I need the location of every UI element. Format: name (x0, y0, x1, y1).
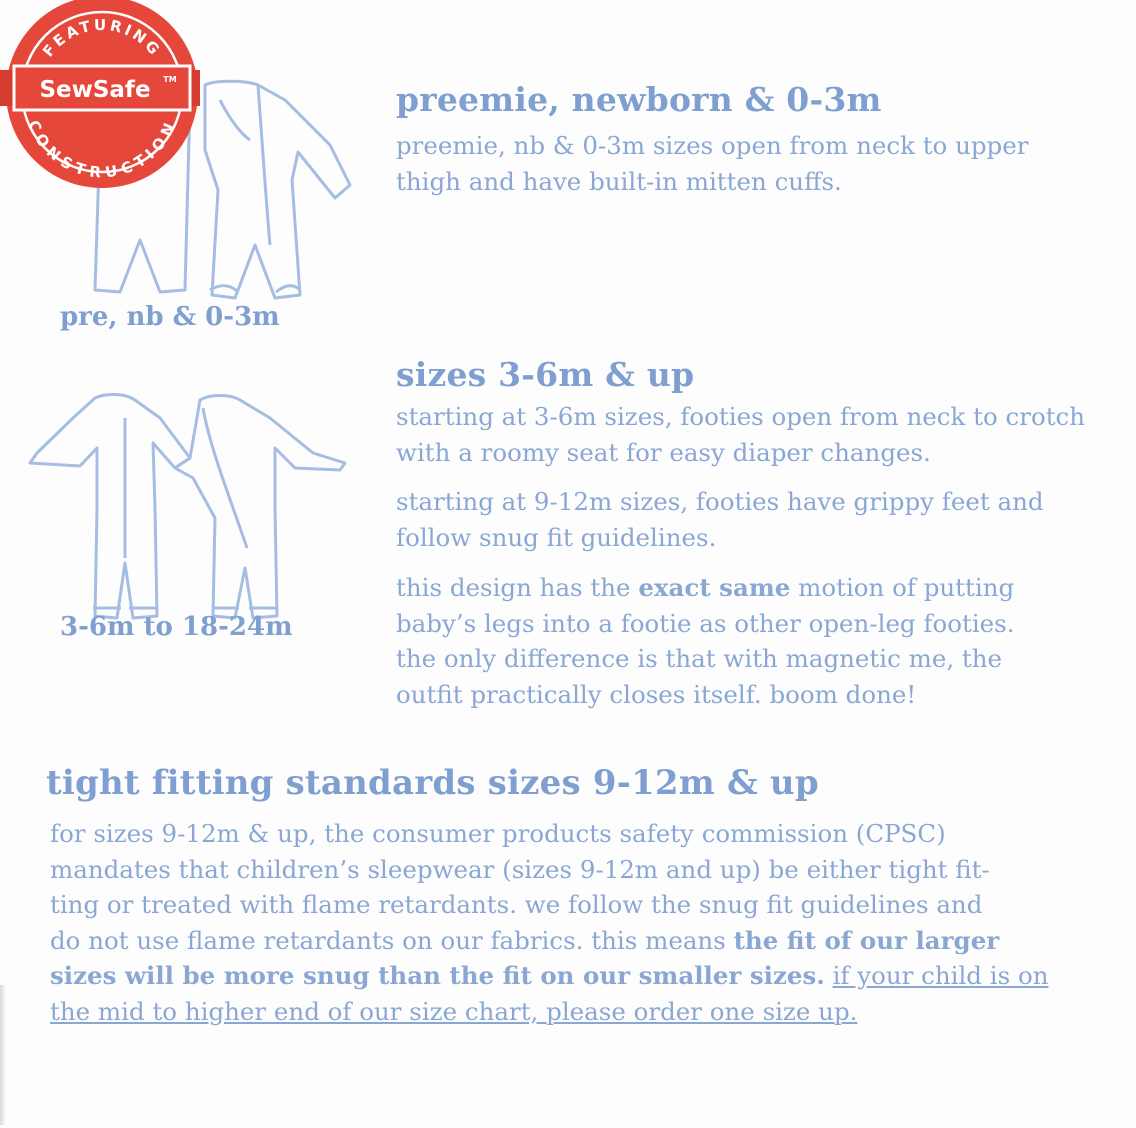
sewsafe-badge (0, 0, 200, 190)
tight-fitting-line (50, 958, 1120, 994)
tight-fitting-line (50, 923, 1120, 959)
text-run: motion of putting (790, 573, 1015, 602)
exact-same-emphasis: exact same (638, 573, 791, 602)
tight-fitting-line (50, 994, 1120, 1030)
sizes-up-para-line: starting at 3-6m sizes, footies open from neck to crotch (396, 402, 1086, 431)
snug-fit-emphasis: the fit of our larger (733, 925, 1000, 955)
tight-fitting-line: for sizes 9-12m & up, the consumer products safety commission (CPSC) (50, 819, 946, 848)
left-edge-shadow (0, 985, 6, 1125)
badge-trademark: TM (163, 75, 177, 84)
preemie-image-label: pre, nb & 0-3m (60, 302, 280, 332)
sizes-up-para-line: starting at 9-12m sizes, footies have grippy feet and (396, 487, 1044, 516)
footie-sleeper-illustration (25, 388, 355, 628)
sizes-up-para-line (396, 570, 1126, 606)
sizes-up-para-1 (396, 399, 1126, 470)
tight-fitting-heading: tight fitting standards sizes 9-12m & up (46, 763, 819, 803)
badge-arc-bottom: CONSTRUCTION (24, 117, 180, 182)
snug-fit-emphasis: sizes will be more snug than the fit on our smaller sizes. (50, 961, 825, 990)
sizes-up-para-line: follow snug fit guidelines. (396, 522, 717, 552)
sizes-up-heading: sizes 3-6m & up (396, 355, 695, 394)
sizes-up-para-line: the only difference is that with magnetic me, the (396, 644, 1003, 673)
tight-fitting-body (50, 816, 1120, 1029)
sizes-up-para-2 (396, 484, 1126, 555)
preemie-body-line: preemie, nb & 0-3m sizes open from neck to upper (396, 131, 1029, 160)
sizes-up-para-line: baby’s legs into a footie as other open-leg footies. (396, 608, 1015, 638)
preemie-heading: preemie, newborn & 0-3m (396, 80, 882, 119)
badge-brand: SewSafe (39, 77, 151, 103)
sizes-up-para-3 (396, 570, 1126, 712)
text-run: do not use flame retardants on our fabrics. this means (50, 925, 734, 955)
preemie-body (396, 128, 1116, 199)
size-up-link[interactable]: the mid to higher end of our size chart, please order one size up. (50, 996, 858, 1026)
tight-fitting-line: ting or treated with flame retardants. we follow the snug fit guidelines and (50, 890, 983, 919)
tight-fitting-line: mandates that children’s sleepwear (sizes 9-12m and up) be either tight fit- (50, 854, 990, 884)
text-run: this design has the (396, 573, 639, 602)
size-up-link[interactable]: if your child is on (832, 961, 1049, 990)
badge-arc-top: FEATURING (39, 15, 165, 61)
sizes-up-para-line: with a roomy seat for easy diaper changes. (396, 437, 931, 467)
sizes-up-para-line: outfit practically closes itself. boom done! (396, 679, 917, 709)
preemie-body-line: thigh and have built-in mitten cuffs. (396, 166, 842, 196)
footie-image-label: 3-6m to 18-24m (60, 612, 293, 642)
